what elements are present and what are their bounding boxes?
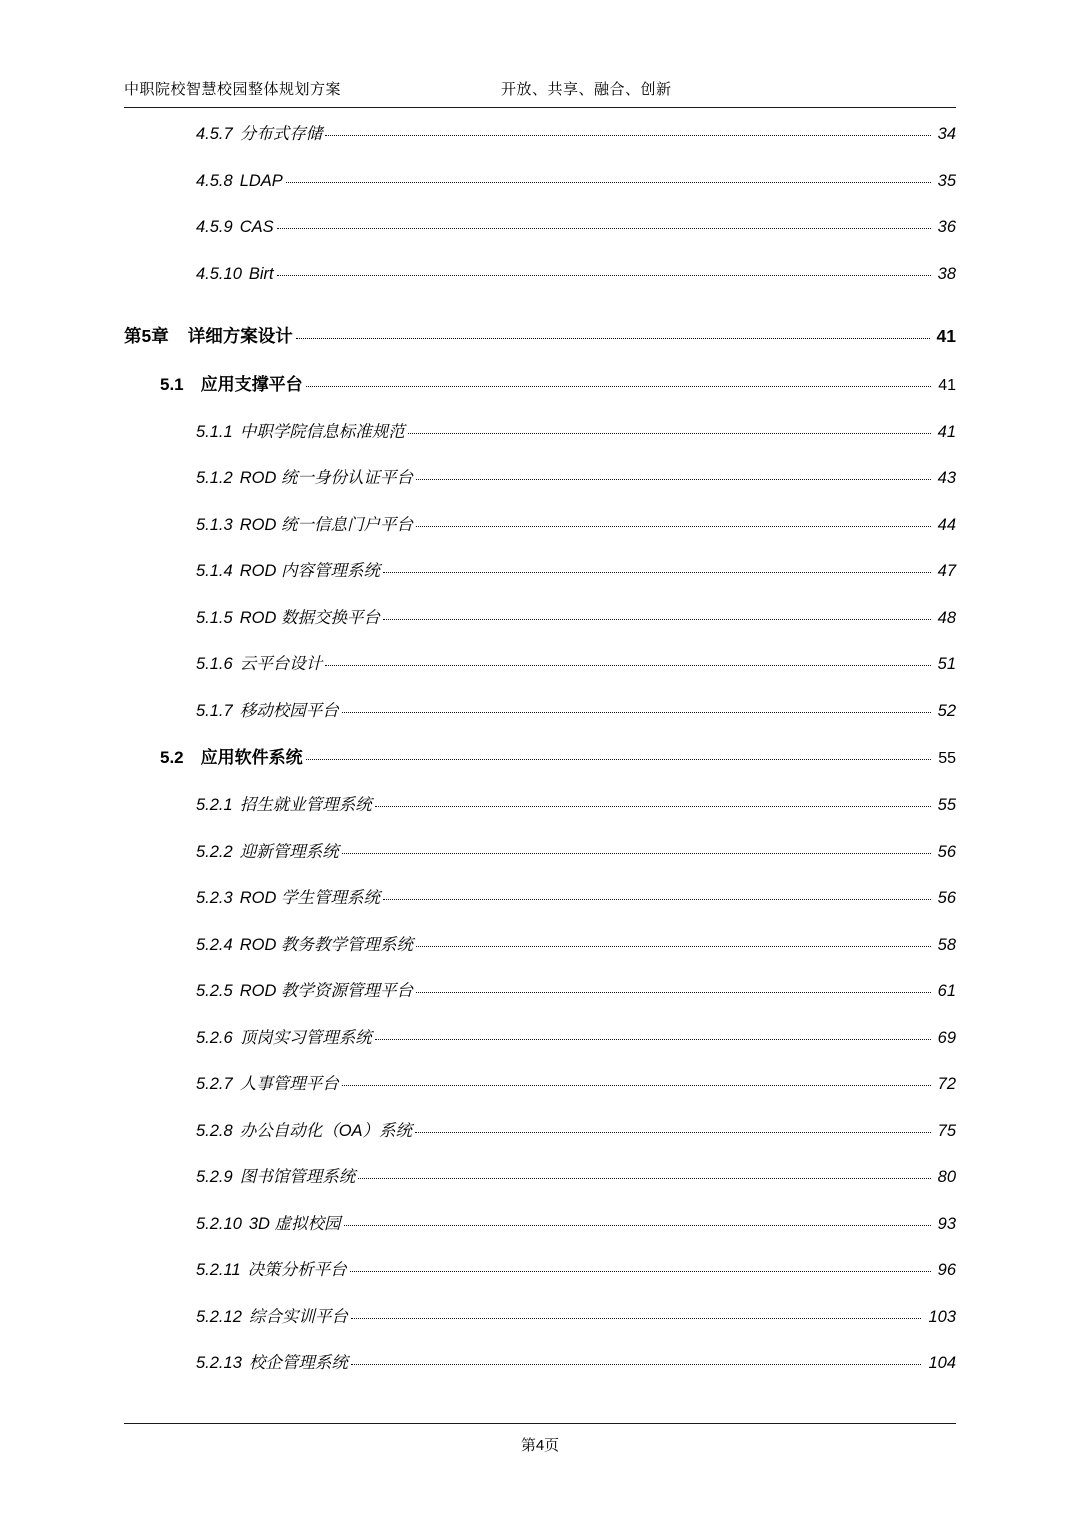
toc-entry-title: ROD 数据交换平台 xyxy=(239,608,380,627)
toc-entry-number: 5.2 xyxy=(160,748,184,767)
toc-entry-number: 5.2.8 xyxy=(196,1121,233,1140)
toc-entry[interactable] xyxy=(124,656,956,673)
toc-entry-page: 61 xyxy=(937,982,956,1000)
toc-entry-page: 41 xyxy=(937,422,956,441)
toc-leader-dots xyxy=(350,1271,931,1272)
toc-entry[interactable] xyxy=(124,1355,956,1372)
toc-entry-page: 58 xyxy=(937,935,956,954)
toc-entry-title: ROD 统一信息门户平台 xyxy=(239,515,413,534)
toc-entry[interactable] xyxy=(124,983,956,1000)
toc-entry[interactable] xyxy=(124,797,956,814)
toc-entry-number: 5.2.3 xyxy=(196,889,233,907)
page-footer xyxy=(124,1423,956,1455)
toc-entry-title: 3D 虚拟校园 xyxy=(248,1214,341,1233)
toc-entry-title: ROD 统一身份认证平台 xyxy=(239,469,413,487)
toc-entry-number: 5.1.5 xyxy=(196,608,233,627)
toc-entry-number: 5.2.1 xyxy=(196,796,233,814)
toc-entry-title: 中职学院信息标准规范 xyxy=(239,422,405,441)
toc-entry-number: 4.5.8 xyxy=(196,171,233,190)
toc-entry-number: 5.2.7 xyxy=(196,1075,233,1093)
toc-entry[interactable] xyxy=(124,173,956,190)
toc-entry[interactable] xyxy=(124,1169,956,1186)
toc-entry-title: 决策分析平台 xyxy=(247,1261,347,1279)
toc-entry-number: 5.2.6 xyxy=(196,1028,233,1047)
toc-entry-number: 5.2.13 xyxy=(196,1354,242,1372)
toc-entry-page: 104 xyxy=(928,1354,956,1372)
toc-entry[interactable] xyxy=(124,328,956,346)
toc-leader-dots xyxy=(344,1225,931,1226)
toc-entry-page: 96 xyxy=(937,1261,956,1279)
toc-entry-number: 4.5.7 xyxy=(196,125,233,143)
toc-leader-dots xyxy=(383,899,931,900)
toc-entry-page: 38 xyxy=(937,264,956,283)
toc-entry-page: 35 xyxy=(937,171,956,190)
toc-entry-number: 5.2.12 xyxy=(196,1307,242,1326)
toc-entry[interactable] xyxy=(124,376,956,394)
toc-entry-number: 5.1 xyxy=(160,374,184,394)
toc-entry[interactable] xyxy=(124,517,956,534)
toc-entry-number: 5.2.11 xyxy=(196,1261,241,1279)
toc-entry-title: LDAP xyxy=(239,171,283,190)
toc-entry-title: 移动校园平台 xyxy=(239,701,339,720)
toc-entry-title: CAS xyxy=(239,218,274,236)
toc-entry-title: 校企管理系统 xyxy=(248,1354,348,1372)
toc-leader-dots xyxy=(375,1039,931,1040)
toc-entry-number: 5.1.3 xyxy=(196,515,233,534)
toc-entry[interactable] xyxy=(124,424,956,441)
toc-entry-page: 51 xyxy=(937,655,956,673)
toc-entry-number: 5.1.4 xyxy=(196,562,233,580)
toc-entry-number: 5.2.9 xyxy=(196,1168,233,1186)
toc-leader-dots xyxy=(306,386,932,387)
header-document-title: 中职院校智慧校园整体规划方案 xyxy=(124,81,342,98)
toc-leader-dots xyxy=(306,759,932,760)
toc-entry-number: 5.1.7 xyxy=(196,701,233,720)
page-header xyxy=(124,78,956,108)
toc-entry-number: 5.1.1 xyxy=(196,422,233,441)
toc-entry-page: 75 xyxy=(937,1121,956,1140)
toc-leader-dots xyxy=(416,526,931,527)
toc-entry-page: 56 xyxy=(937,889,956,907)
toc-entry-page: 41 xyxy=(938,376,956,394)
toc-entry-page: 80 xyxy=(937,1168,956,1186)
toc-leader-dots xyxy=(375,806,931,807)
table-of-contents xyxy=(124,126,956,1372)
toc-entry[interactable] xyxy=(124,563,956,580)
toc-entry-title: 迎新管理系统 xyxy=(239,842,339,861)
toc-entry[interactable] xyxy=(124,219,956,236)
toc-entry-title: 综合实训平台 xyxy=(248,1307,348,1326)
toc-entry-page: 52 xyxy=(937,701,956,720)
toc-leader-dots xyxy=(416,479,931,480)
toc-entry-number: 5.1.2 xyxy=(196,469,233,487)
toc-entry-title: 应用支撑平台 xyxy=(200,374,303,394)
toc-leader-dots xyxy=(416,946,931,947)
toc-entry-title: 应用软件系统 xyxy=(200,748,303,767)
toc-leader-dots xyxy=(342,712,931,713)
toc-leader-dots xyxy=(351,1318,922,1319)
toc-leader-dots xyxy=(277,275,931,276)
toc-entry-title: ROD 教务教学管理系统 xyxy=(239,935,413,954)
toc-leader-dots xyxy=(416,992,931,993)
toc-entry[interactable] xyxy=(124,266,956,283)
toc-entry-number: 4.5.10 xyxy=(196,264,242,283)
toc-entry-number: 5.2.4 xyxy=(196,935,233,954)
toc-entry-page: 34 xyxy=(937,125,956,143)
toc-entry-page: 44 xyxy=(937,515,956,534)
toc-entry[interactable] xyxy=(124,1123,956,1140)
toc-entry-title: ROD 教学资源管理平台 xyxy=(239,982,413,1000)
toc-entry[interactable] xyxy=(124,937,956,954)
page-number: 第4页 xyxy=(520,1437,560,1454)
toc-leader-dots xyxy=(286,182,931,183)
toc-entry-page: 72 xyxy=(937,1075,956,1093)
toc-entry[interactable] xyxy=(124,749,956,767)
toc-entry[interactable] xyxy=(124,1216,956,1233)
toc-entry-number: 5.2.2 xyxy=(196,842,233,861)
toc-leader-dots xyxy=(415,1132,931,1133)
toc-entry-title: 图书馆管理系统 xyxy=(239,1168,356,1186)
toc-entry[interactable] xyxy=(124,470,956,487)
toc-entry-title: 办公自动化（OA）系统 xyxy=(239,1121,413,1140)
toc-entry[interactable] xyxy=(124,890,956,907)
toc-entry-page: 103 xyxy=(928,1307,956,1326)
toc-entry-page: 93 xyxy=(937,1214,956,1233)
toc-leader-dots xyxy=(358,1178,930,1179)
toc-leader-dots xyxy=(296,338,930,339)
toc-entry-title: ROD 内容管理系统 xyxy=(239,562,380,580)
toc-leader-dots xyxy=(325,665,930,666)
toc-leader-dots xyxy=(408,433,931,434)
toc-entry[interactable] xyxy=(124,126,956,143)
toc-entry[interactable] xyxy=(124,1030,956,1047)
toc-entry-number: 4.5.9 xyxy=(196,218,233,236)
toc-entry-title: 详细方案设计 xyxy=(187,326,293,346)
footer-divider xyxy=(124,1423,956,1424)
toc-entry-page: 43 xyxy=(937,469,956,487)
toc-entry-title: 人事管理平台 xyxy=(239,1075,339,1093)
toc-entry-number: 第5章 xyxy=(124,326,169,346)
toc-leader-dots xyxy=(383,619,931,620)
toc-entry-title: 顶岗实习管理系统 xyxy=(239,1028,372,1047)
toc-leader-dots xyxy=(325,135,930,136)
toc-entry-page: 48 xyxy=(937,608,956,627)
toc-entry-page: 36 xyxy=(937,218,956,236)
toc-entry[interactable] xyxy=(124,1262,956,1279)
toc-entry-page: 55 xyxy=(937,796,956,814)
toc-leader-dots xyxy=(383,572,931,573)
toc-entry-title: 云平台设计 xyxy=(239,655,323,673)
toc-leader-dots xyxy=(351,1364,922,1365)
toc-entry-page: 69 xyxy=(937,1028,956,1047)
toc-entry-number: 5.2.5 xyxy=(196,982,233,1000)
toc-entry-page: 56 xyxy=(937,842,956,861)
toc-entry-number: 5.2.10 xyxy=(196,1214,242,1233)
toc-entry[interactable] xyxy=(124,610,956,627)
toc-entry-page: 47 xyxy=(937,562,956,580)
toc-entry[interactable] xyxy=(124,1309,956,1326)
toc-entry[interactable] xyxy=(124,703,956,720)
toc-entry-title: Birt xyxy=(248,264,274,283)
toc-entry-title: ROD 学生管理系统 xyxy=(239,889,380,907)
toc-entry-page: 41 xyxy=(936,326,956,346)
page-content xyxy=(124,78,956,1402)
toc-entry[interactable] xyxy=(124,844,956,861)
toc-leader-dots xyxy=(342,1085,931,1086)
toc-entry-title: 分布式存储 xyxy=(239,125,323,143)
toc-entry-number: 5.1.6 xyxy=(196,655,233,673)
toc-leader-dots xyxy=(277,228,931,229)
toc-entry[interactable] xyxy=(124,1076,956,1093)
toc-leader-dots xyxy=(342,853,931,854)
toc-entry-page: 55 xyxy=(938,750,956,767)
header-slogan: 开放、共享、融合、创新 xyxy=(501,81,672,98)
toc-entry-title: 招生就业管理系统 xyxy=(239,796,372,814)
